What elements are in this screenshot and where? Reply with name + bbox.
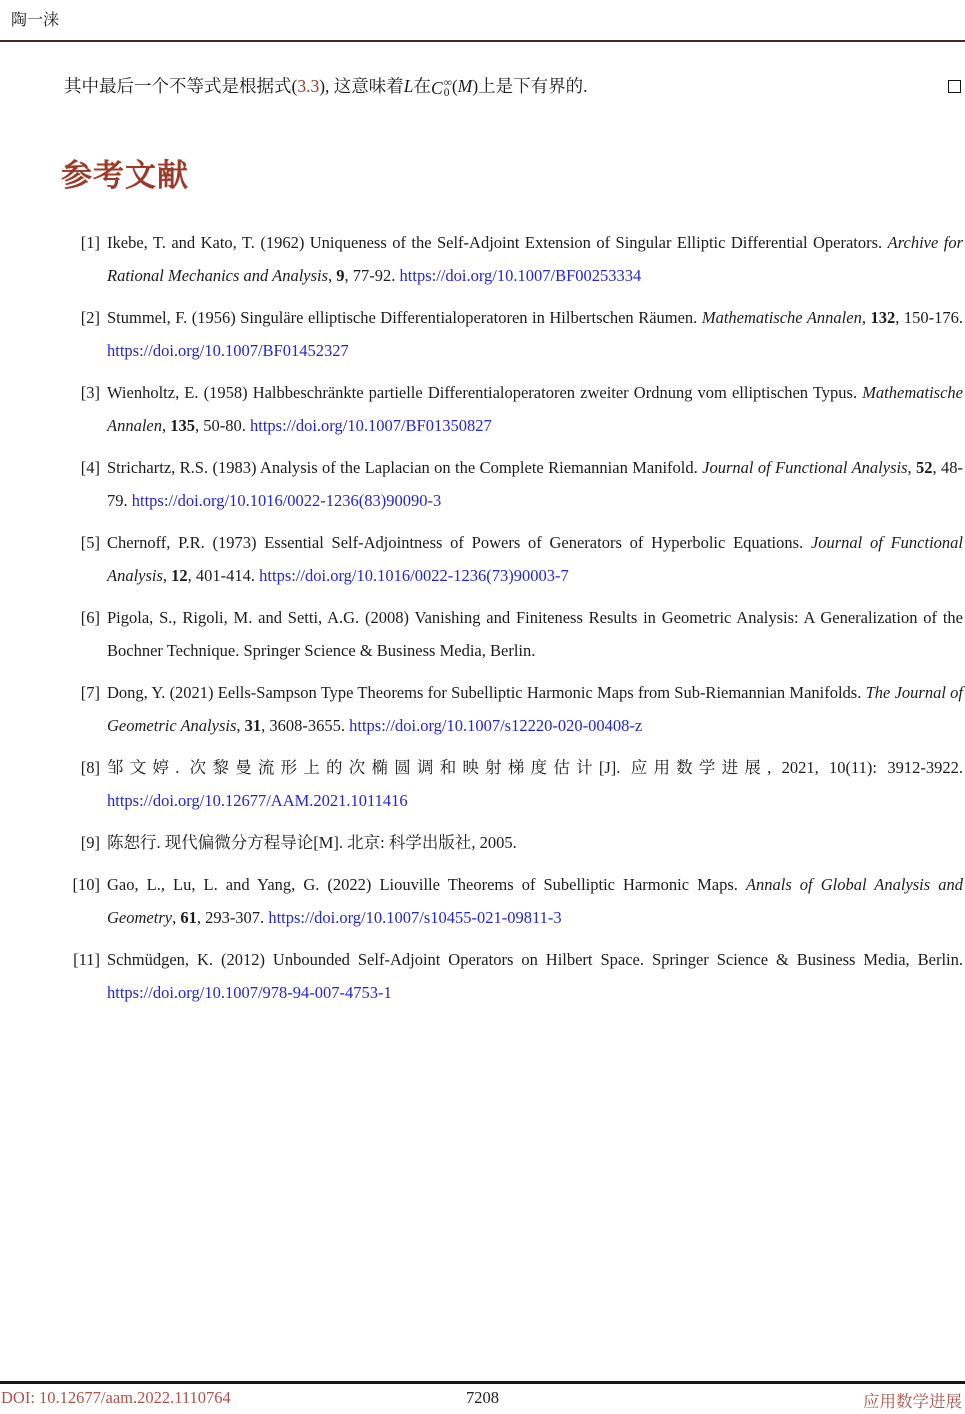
text-segment: , 3608-3655. bbox=[261, 716, 350, 735]
reference-item bbox=[64, 751, 963, 817]
reference-text bbox=[107, 676, 963, 742]
doi-link[interactable]: https://doi.org/10.1007/s12220-020-00408-z bbox=[349, 716, 643, 735]
text-segment: 12 bbox=[171, 566, 188, 585]
text-segment: Gao, L., Lu, L. and Yang, G. (2022) Liouville Theorems of Subelliptic Harmonic Maps. bbox=[107, 875, 746, 894]
text-segment: , 48-79. bbox=[107, 458, 964, 510]
body-paragraph-text bbox=[64, 76, 588, 100]
text-segment: Strichartz, R.S. (1983) Analysis of the Laplacian on the Complete Riemannian Manifold. bbox=[107, 458, 703, 477]
references-heading: 参考文献 bbox=[61, 158, 189, 193]
reference-number: [7] bbox=[80, 683, 100, 702]
doi-link[interactable]: https://doi.org/10.1016/0022-1236(73)90003-7 bbox=[259, 566, 569, 585]
text-segment: Archive for Rational Mechanics and Analysis bbox=[107, 233, 963, 285]
text-segment: Mathematische Annalen bbox=[107, 383, 963, 435]
text-segment: Journal of Functional Analysis bbox=[702, 458, 908, 477]
text-segment: , bbox=[907, 458, 917, 477]
reference-text bbox=[107, 943, 963, 1009]
text-segment: , bbox=[162, 566, 172, 585]
text-segment: M bbox=[457, 76, 473, 96]
text-segment: Dong, Y. (2021) Eells-Sampson Type Theorems for Subelliptic Harmonic Maps from Sub-Riemannian Manifolds. bbox=[107, 683, 866, 702]
text-segment: Annals of Global Analysis and Geometry bbox=[107, 875, 963, 927]
doi-link[interactable]: https://doi.org/10.1007/s10455-021-09811-3 bbox=[268, 908, 562, 927]
text-segment: , bbox=[328, 266, 337, 285]
text-segment: Schmüdgen, K. (2012) Unbounded Self-Adjoint Operators on Hilbert Space. Springer Science & Business Media, Berlin. bbox=[107, 950, 963, 969]
text-segment: The Journal of Geometric Analysis bbox=[107, 683, 963, 735]
reference-item bbox=[64, 676, 963, 742]
reference-number: [3] bbox=[80, 383, 100, 402]
reference-number: [5] bbox=[80, 533, 100, 552]
reference-item bbox=[64, 868, 963, 934]
reference-item bbox=[64, 226, 963, 292]
doi-link[interactable]: https://doi.org/10.1007/BF01350827 bbox=[250, 416, 492, 435]
running-head-author: 陶一涞 bbox=[11, 12, 60, 29]
text-segment: Chernoff, P.R. (1973) Essential Self-Adjointness of Powers of Generators of Hyperbolic Equations. bbox=[107, 533, 811, 552]
text-segment: , bbox=[172, 908, 181, 927]
text-segment: Ikebe, T. and Kato, T. (1962) Uniqueness of the Self-Adjoint Extension of Singular Elliptic Differential Operators. bbox=[107, 233, 888, 252]
text-segment: Pigola, S., Rigoli, M. and Setti, A.G. (2008) Vanishing and Finiteness Results in Geometric Analysis: A Generalization of the Bochner Technique. Springer Science & Business Media, Berlin. bbox=[107, 608, 963, 660]
reference-number: [11] bbox=[73, 950, 100, 969]
reference-item bbox=[64, 526, 963, 592]
text-segment: , 50-80. bbox=[195, 416, 250, 435]
text-segment: 61 bbox=[180, 908, 197, 927]
text-segment: 135 bbox=[170, 416, 195, 435]
text-segment: , 150-176. bbox=[895, 308, 963, 327]
text-segment: , bbox=[236, 716, 245, 735]
body-paragraph bbox=[64, 72, 925, 103]
text-segment: , 77-92. bbox=[344, 266, 400, 285]
text-segment: , 401-414. bbox=[187, 566, 260, 585]
reference-text bbox=[107, 526, 963, 592]
reference-item bbox=[64, 301, 963, 367]
reference-number: [2] bbox=[80, 308, 100, 327]
footer-doi-link[interactable]: DOI: 10.12677/aam.2022.1110764 bbox=[1, 1388, 231, 1407]
text-segment: 其中最后一个不等式是根据式( bbox=[64, 76, 298, 96]
text-segment: Mathematische Annalen bbox=[701, 308, 862, 327]
text-segment: , bbox=[162, 416, 171, 435]
reference-item bbox=[64, 826, 963, 859]
text-segment: Journal of Functional Analysis bbox=[107, 533, 963, 585]
reference-number: [1] bbox=[80, 233, 100, 252]
reference-item bbox=[64, 943, 963, 1009]
text-segment: 陈恕行. 现代偏微分方程导论[M]. 北京: 科学出版社, 2005. bbox=[107, 833, 517, 852]
page-footer bbox=[0, 1388, 965, 1412]
footer-rule bbox=[0, 1381, 965, 1384]
doi-link[interactable]: https://doi.org/10.1007/BF00253334 bbox=[399, 266, 642, 285]
reference-text bbox=[107, 226, 963, 292]
text-segment: ), 这意味着 bbox=[319, 76, 404, 96]
reference-text bbox=[107, 376, 963, 442]
doi-link[interactable]: https://doi.org/10.12677/AAM.2021.1011416 bbox=[107, 791, 408, 810]
reference-text bbox=[107, 301, 963, 367]
text-segment: L bbox=[403, 76, 414, 96]
text-segment: 31 bbox=[244, 716, 262, 735]
footer-journal-link[interactable]: 应用数学进展 bbox=[863, 1392, 962, 1411]
math-symbol: C ∞ 0 bbox=[431, 77, 452, 100]
reference-item bbox=[64, 376, 963, 442]
doi-link[interactable]: https://doi.org/10.1007/BF01452327 bbox=[107, 341, 349, 360]
reference-number: [4] bbox=[80, 458, 100, 477]
footer-page-number: 7208 bbox=[466, 1388, 499, 1407]
text-segment: ( bbox=[451, 76, 458, 96]
qed-box bbox=[948, 80, 961, 93]
text-segment: 邹文婷. 次黎曼流形上的次椭圆调和映射梯度估计[J]. 应用数学进展, 2021, 10(11): 3912-3922. bbox=[107, 758, 963, 777]
reference-item bbox=[64, 451, 963, 517]
reference-number: [6] bbox=[80, 608, 100, 627]
text-segment: , 293-307. bbox=[196, 908, 269, 927]
reference-text bbox=[107, 451, 963, 517]
text-segment: Stummel, F. (1956) Singuläre elliptische Differentialoperatoren in Hilbertschen Räumen. bbox=[107, 308, 702, 327]
doi-link[interactable]: https://doi.org/10.1016/0022-1236(83)90090-3 bbox=[131, 491, 442, 510]
text-segment: )上是下有界的. bbox=[472, 76, 588, 96]
text-segment: 在 bbox=[413, 76, 432, 96]
doi-link[interactable]: https://doi.org/10.1007/978-94-007-4753-1 bbox=[107, 983, 392, 1002]
reference-text bbox=[107, 751, 963, 817]
text-segment: , bbox=[861, 308, 871, 327]
reference-number: [10] bbox=[72, 875, 100, 894]
reference-text bbox=[107, 826, 963, 859]
reference-text bbox=[107, 868, 963, 934]
reference-number: [8] bbox=[80, 758, 100, 777]
references-list bbox=[64, 226, 963, 1018]
equation-ref-link[interactable]: 3.3 bbox=[297, 76, 320, 96]
reference-item bbox=[64, 601, 963, 667]
header-rule bbox=[0, 40, 965, 42]
text-segment: Wienholtz, E. (1958) Halbbeschränkte partielle Differentialoperatoren zweiter Ordnung vom elliptischen Typus. bbox=[107, 383, 863, 402]
text-segment: 52 bbox=[916, 458, 933, 477]
text-segment: 132 bbox=[870, 308, 896, 327]
reference-number: [9] bbox=[80, 833, 100, 852]
reference-text bbox=[107, 601, 963, 667]
text-segment: 9 bbox=[336, 266, 345, 285]
